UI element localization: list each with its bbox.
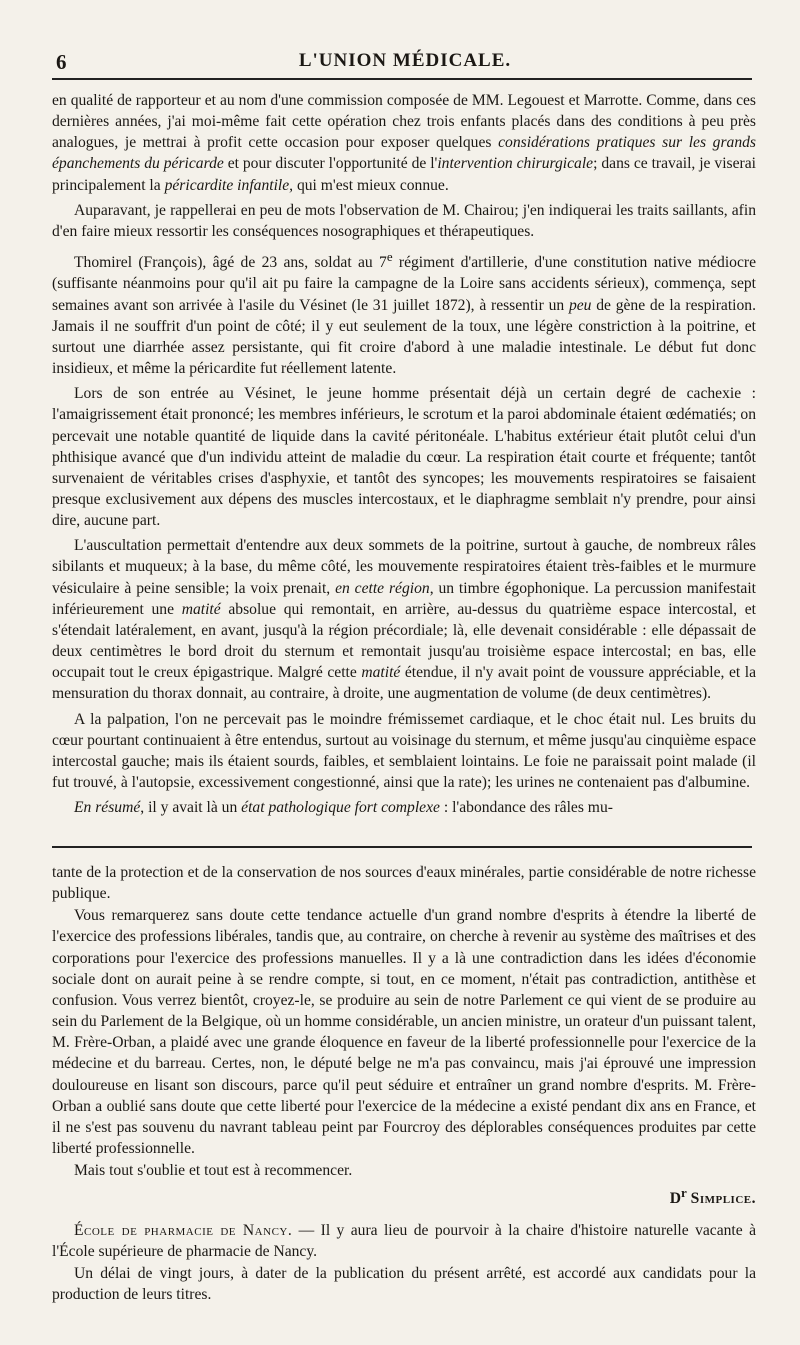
paragraph: Auparavant, je rappellerai en peu de mots l'observation de M. Chairou; j'en indiquerai les traits saillants, afin d'en faire mieux ressortir les conséquences nosographiques et thérapeutiques. — [52, 201, 756, 240]
feuilleton-lower — [52, 862, 756, 1306]
paragraph: L'auscultation permettait d'entendre aux deux sommets de la poitrine, surtout à gauche, de nombreux râles sibilants et muqueux; à la base, du même côté, les mouvemente respiratoires étaient très-faibles et le murmure vésiculaire à peine sensible; la voix prenait, en cette région, un timbre égophonique. La percussion manifestait inférieurement une matité absolue qui remontait, en arrière, au-dessus du quatrième espace intercostal, et s'étendait latéralement, en avant, jusqu'à la région précordiale; là, elle devenait considérable : elle dépassait de deux centimètres le bord droit du sternum et remontait jusqu'au troisième espace intercostal; en bas, elle occupait tout le creux épigastrique. Malgré cette matité étendue, il n'y avait point de voussure appréciable, et la mensuration du thorax donnait, au contraire, à droite, une augmentation de volume (de deux centimètres). — [52, 537, 757, 703]
paragraph: Thomirel (François), âgé de 23 ans, soldat au 7e régiment d'artillerie, d'une constitution native médiocre (suffisante néanmoins pour qu'il ait pu faire la campagne de la Loire sans accidents sérieux), commença, sept semaines avant son arrivée à l'asile du Vésinet (le 31 juillet 1872), à ressentir un peu de gène de la respiration. Jamais il ne souffrit d'un point de côté; il y eut seulement de la toux, une légère constriction à la poitrine, et surtout une diarrhée assez persistante, qui fit croire d'abord à une maladie intestinale. Le début fut donc insidieux, et même la péricardite fut réellement latente. — [52, 249, 756, 378]
paragraph: A la palpation, l'on ne percevait pas le moindre frémissemet cardiaque, et le choc était nul. Les bruits du cœur pourtant continuaient à être entendus, surtout au voisinage du sternum, et même jusqu'au cinquième espace intercostal gauche; mais ils étaient sourds, faibles, et semblaient lointains. Le foie ne paraissait point malade (il fut trouvé, à l'autopsie, excessivement congestionné, ainsi que la rate); les urines ne contenaient pas d'albumine. — [52, 710, 756, 792]
page-number: 6 — [56, 50, 67, 74]
running-title: L'UNION MÉDICALE. — [298, 50, 512, 71]
paragraph: Vous remarquerez sans doute cette tendance actuelle d'un grand nombre d'esprits à étendre la liberté de l'exercice des professions libérales, tandis que, au contraire, on cherche à revenir au système des maîtrises et des corporations pour l'exercice des professions manuelles. Il y a là une contradiction dans les idées d'économie sociale dont on aurait peine à se rendre compte, si tout, en ce moment, n'était pas contradiction, antithèse et confusion. Vous verrez bientôt, croyez-le, se produire au sein de notre Parlement ce qui vient de se produire au sein du Parlement de la Belgique, où un homme considérable, un ancien ministre, un orateur d'un puissant talent, M. Frère-Orban, a plaidé avec une grande éloquence en faveur de la liberté professionnelle pour l'exercice de la médecine et du barreau. Certes, non, le député belge ne m'a pas convaincu, mais j'ai éprouvé une impression douloureuse en lisant son discours, parce qu'il peut séduire et entraîner un grand nombre d'esprits. M. Frère-Orban a oublié sans doute que cette liberté pour l'exercice de la médecine a existé pendant dix ans en France, et il ne s'est pas souvenu du navrant tableau peint par Fourcroy des déplorables conséquences produites par cette liberté professionnelle. — [52, 907, 756, 1158]
page-header — [50, 48, 760, 74]
author-signature: $D^r$ Simplice. — [669, 1185, 756, 1208]
paragraph: en qualité de rapporteur et au nom d'une commission composée de MM. Legouest et Marrotte. Comme, dans ces dernières années, j'ai moi-même fait cette opération chez trois enfants placés dans des conditions à peu près analogues, je mettrai à profit cette occasion pour exposer quelques considérations pratiques sur les grands épanchements du péricarde et pour discuter l'opportunité de l'intervention chirurgicale; dans ce travail, je viserai principalement la péricardite infantile, qui m'est mieux connue. — [52, 92, 756, 194]
paragraph: Mais tout s'oublie et tout est à recommencer. — [74, 1162, 353, 1180]
news-item: École de pharmacie de Nancy. — Il y aura lieu de pourvoir à la chaire d'histoire naturelle vacante à l'École supérieure de pharmacie de Nancy. — [52, 1221, 756, 1260]
news-heading: École de pharmacie de Nancy. — [74, 1221, 293, 1239]
article-upper — [52, 90, 756, 822]
section-rule — [52, 846, 752, 848]
header-rule — [52, 78, 752, 80]
paragraph: Un délai de vingt jours, à dater de la publication du présent arrêté, est accordé aux candidats pour la production de leurs titres. — [52, 1264, 756, 1303]
paragraph: En résumé, il y avait là un état pathologique fort complexe : l'abondance des râles mu- — [74, 799, 613, 817]
paragraph: tante de la protection et de la conservation de nos sources d'eaux minérales, partie considérable de notre richesse publique. — [52, 864, 756, 903]
paragraph: Lors de son entrée au Vésinet, le jeune homme présentait déjà un certain degré de cachexie : l'amaigrissement était prononcé; les membres inférieurs, le scrotum et la paroi abdominale étaient œdématiés; on percevait une notable quantité de liquide dans la cavité péritonéale. L'habitus extérieur était plutôt celui d'un phthisique avancé que d'un individu atteint de maladie du cœur. La respiration était courte et fréquente; tantôt survenaient de véritables crises d'asphyxie, et tantôt des syncopes; les mouvements respiratoires se faisaient presque exclusivement aux dépens des muscles intercostaux, et le diaphragme semblait n'y prendre, pour ainsi dire, aucune part. — [52, 385, 756, 530]
